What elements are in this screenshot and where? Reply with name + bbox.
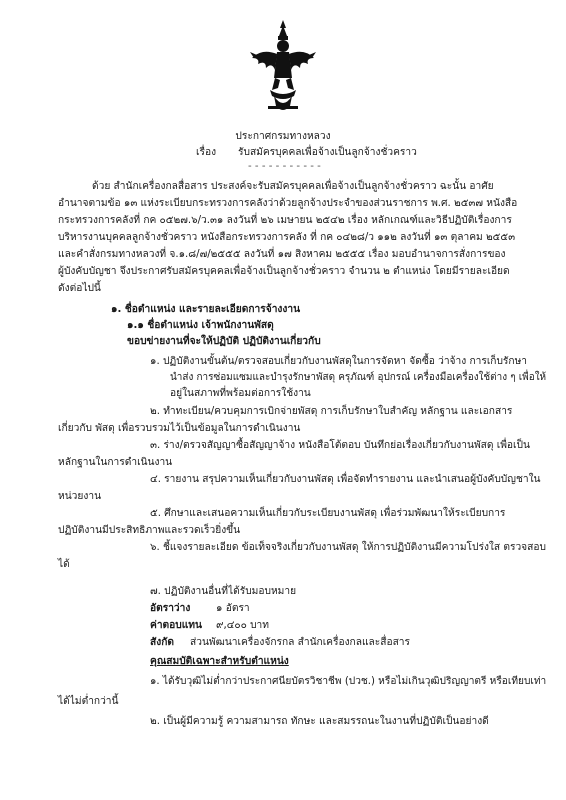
intro-line: บริหารงานบุคคลลูกจ้างชั่วคราว หนังสือกระทรวงการคลัง ที่ กค ๐๔๒๘/ว ๑๑๒ ลงวันที่ ๑๓ ตุลาคม ๒๕๕๓ (58, 232, 516, 243)
intro-line: อำนาจตามข้อ ๑๓ แห่งระเบียบกระทรวงการคลังว่าด้วยลูกจ้างประจำของส่วนราชการ พ.ศ. ๒๕๓๗ หนังสือ (58, 198, 518, 209)
intro-line: และคำสั่งกรมทางหลวงที่ จ.๑.๘/๗/๒๕๕๕ ลงวันที่ ๑๗ สิงหาคม ๒๕๕๕ เรื่อง มอบอำนาจการสั่งการของ (58, 249, 506, 260)
duty-line: ๗. ปฏิบัติงานอื่นที่ได้รับมอบหมาย (150, 586, 297, 597)
duty-line: ๒. ทำทะเบียน/ควบคุมการเบิกจ่ายพัสดุ การเก็บรักษาใบสำคัญ หลักฐาน และเอกสาร (150, 406, 513, 417)
duty-line: ปฏิบัติงานมีประสิทธิภาพและรวดเร็วยิ่งขึ้น (58, 525, 241, 536)
intro-line: กระทรวงการคลังที่ กค ๐๕๒๗.๖/ว.๓๑ ลงวันที่ ๒๖ เมษายน ๒๕๔๒ เรื่อง หลักเกณฑ์และวิธีปฏิบัติเรื่องการ (58, 215, 512, 226)
duty-line: เกี่ยวกับ พัสดุ เพื่อรวบรวมไว้เป็นข้อมูลในการดำเนินงาน (58, 423, 301, 434)
rate-value: ๑ อัตรา (216, 603, 250, 614)
qualification-line: ๑. ได้รับวุฒิไม่ต่ำกว่าประกาศนียบัตรวิชาชีพ (ปวช.) หรือไม่เกินวุฒิปริญญาตรี หรือเทียบเท่า (150, 676, 547, 687)
intro-line: ดังต่อไปนี้ (58, 283, 101, 294)
department-label: สังกัด (150, 637, 174, 648)
wage-label: ค่าตอบแทน (150, 620, 202, 631)
intro-line: ด้วย สำนักเครื่องกลสื่อสาร ประสงค์จะรับสมัครบุคคลเพื่อจ้างเป็นลูกจ้างชั่วคราว ฉะนั้น อาศัย (92, 181, 494, 192)
duty-line: นำส่ง การซ่อมแซมและบำรุงรักษาพัสดุ ครุภัณฑ์ อุปกรณ์ เครื่องมือเครื่องใช้ต่าง ๆ เพื่อให้ (170, 372, 547, 383)
duty-line: ๔. รายงาน สรุปความเห็นเกี่ยวกับงานพัสดุ เพื่อจัดทำรายงาน และนำเสนอผู้บังคับบัญชาใน (150, 474, 541, 485)
section-heading: ๑. ชื่อตำแหน่ง และรายละเอียดการจ้างงาน (111, 304, 301, 315)
duty-line: อยู่ในสภาพที่พร้อมต่อการใช้งาน (170, 388, 311, 399)
duty-line: ๓. ร่าง/ตรวจสัญญาซื้อสัญญาจ้าง หนังสือโต้ตอบ บันทึกย่อเรื่องเกี่ยวกับงานพัสดุ เพื่อเป็น (150, 440, 530, 451)
duty-line: ๑. ปฏิบัติงานขั้นต้น/ตรวจสอบเกี่ยวกับงานพัสดุในการจัดหา จัดซื้อ ว่าจ้าง การเก็บรักษา (150, 356, 528, 367)
duty-line: หน่วยงาน (58, 491, 102, 502)
rate-label: อัตราว่าง (150, 603, 191, 614)
title-divider: - - - - - - - - - - - (248, 161, 321, 172)
subject-label: เรื่อง (196, 147, 217, 158)
scope-heading: ขอบข่ายงานที่จะให้ปฏิบัติ ปฏิบัติงานเกี่ยวกับ (127, 336, 321, 347)
qualification-line: ได้ไม่ต่ำกว่านี้ (58, 696, 119, 707)
department-value: ส่วนพัฒนาเครื่องจักรกล สำนักเครื่องกลและสื่อสาร (190, 637, 410, 648)
duty-line: ๕. ศึกษาและเสนอความเห็นเกี่ยวกับระเบียบงานพัสดุ เพื่อร่วมพัฒนาให้ระเบียบการ (150, 508, 506, 519)
wage-value: ๙,๔๐๐ บาท (216, 620, 269, 631)
qualification-line: ๒. เป็นผู้มีความรู้ ความสามารถ ทักษะ และสมรรถนะในงานที่ปฏิบัติเป็นอย่างดี (150, 716, 489, 727)
qualifications-heading: คุณสมบัติเฉพาะสำหรับตำแหน่ง (150, 656, 289, 667)
subject-text: รับสมัครบุคคลเพื่อจ้างเป็นลูกจ้างชั่วคราว (238, 147, 417, 158)
duty-line: ๖. ชี้แจงรายละเอียด ข้อเท็จจริงเกี่ยวกับงานพัสดุ ให้การปฏิบัติงานมีความโปร่งใส ตรวจสอบ (150, 542, 546, 553)
duty-line: หลักฐานในการดำเนินงาน (58, 457, 173, 468)
intro-line: ผู้บังคับบัญชา จึงประกาศรับสมัครบุคคลเพื่อจ้างเป็นลูกจ้างชั่วคราว จำนวน ๒ ตำแหน่ง โดยมีรายละเอียด (58, 266, 510, 277)
duty-line: ได้ (58, 559, 70, 570)
position-title: ๑.๑ ชื่อตำแหน่ง เจ้าพนักงานพัสดุ (127, 320, 274, 331)
announcement-title: ประกาศกรมทางหลวง (235, 131, 331, 142)
garuda-emblem-icon (248, 18, 318, 118)
